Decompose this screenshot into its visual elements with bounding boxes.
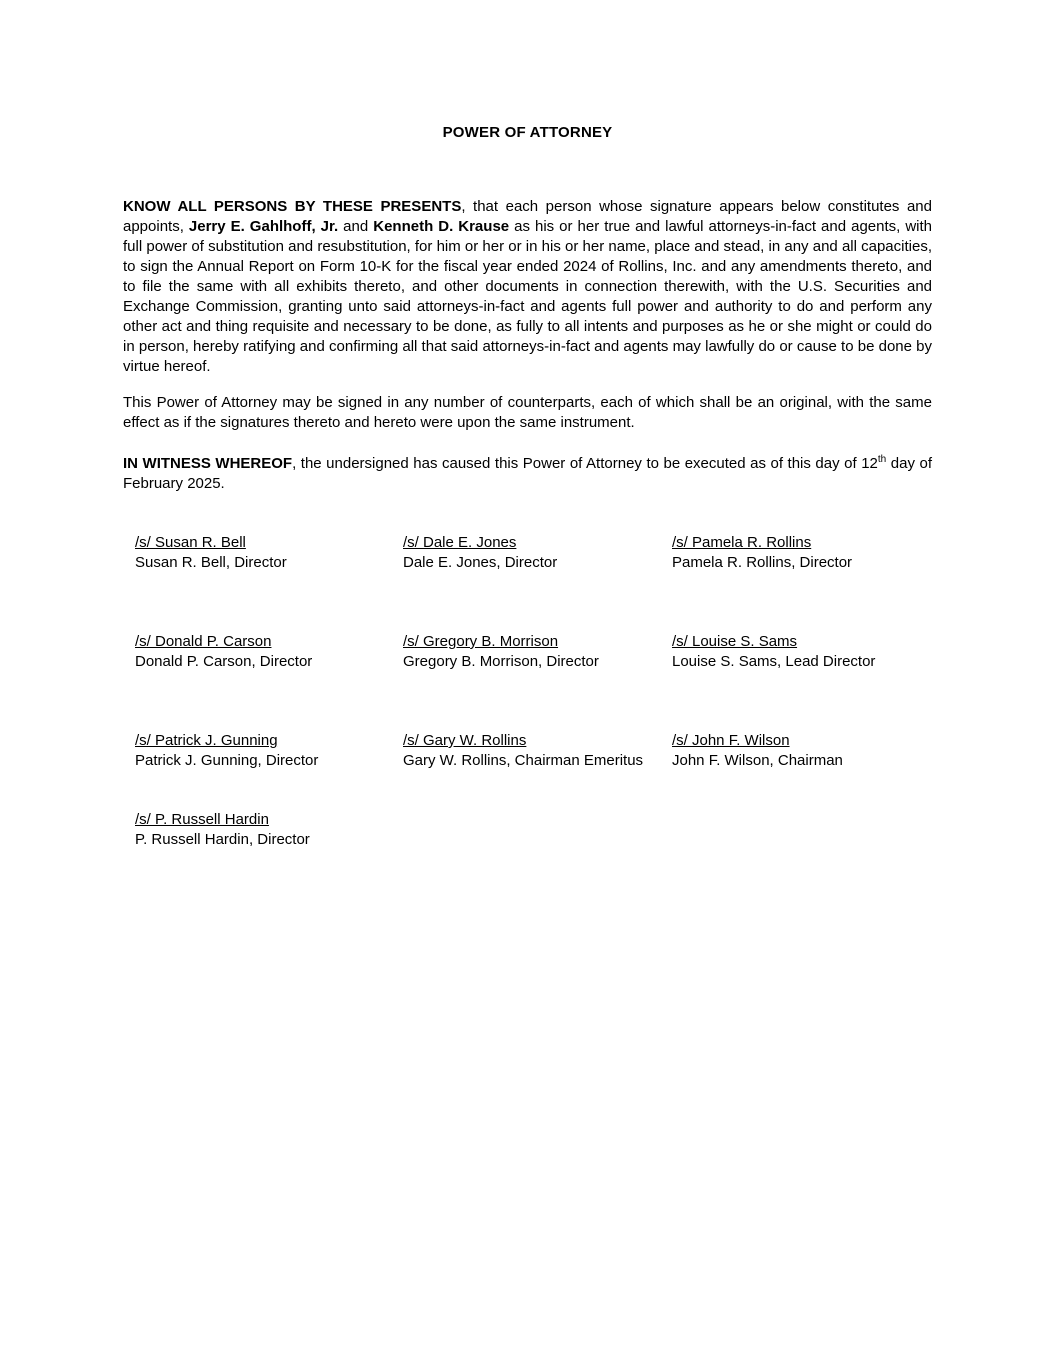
- signer-title: Louise S. Sams, Lead Director: [672, 653, 876, 670]
- signature-block: [135, 810, 380, 850]
- signature-row: [135, 632, 932, 672]
- signature-line: /s/ P. Russell Hardin: [135, 811, 269, 828]
- signer-title: Donald P. Carson, Director: [135, 653, 313, 670]
- signature-block: [403, 731, 648, 771]
- paragraph-text: day of February 2025.: [123, 455, 933, 492]
- signature-row: [135, 731, 932, 771]
- signer-title: Susan R. Bell, Director: [135, 554, 287, 571]
- paragraph-text: and: [338, 218, 374, 235]
- signature-row: [135, 533, 932, 573]
- signer-title: Dale E. Jones, Director: [403, 554, 558, 571]
- signature-row: [135, 810, 932, 850]
- paragraph-lead-bold: KNOW ALL PERSONS BY THESE PRESENTS: [123, 198, 462, 215]
- signature-line: /s/ Gregory B. Morrison: [403, 633, 559, 650]
- attorney-name-2: Kenneth D. Krause: [373, 218, 510, 235]
- signature-block: [672, 632, 917, 672]
- signature-line: /s/ Louise S. Sams: [672, 633, 798, 650]
- paragraph-witness: [123, 454, 932, 494]
- signature-line: /s/ Donald P. Carson: [135, 633, 272, 650]
- signature-block: [135, 632, 380, 672]
- page-title: POWER OF ATTORNEY: [442, 124, 613, 141]
- signer-title: Pamela R. Rollins, Director: [672, 554, 853, 571]
- paragraph-counterparts: This Power of Attorney may be signed in any number of counterparts, each of which shall be an original, with the same effect as if the signatures thereto and hereto were upon the same instrument.: [123, 394, 932, 431]
- signature-block: [135, 731, 380, 771]
- signature-section: [123, 533, 932, 850]
- witness-lead-bold: IN WITNESS WHEREOF: [123, 455, 293, 472]
- signer-title: John F. Wilson, Chairman: [672, 752, 843, 769]
- signature-block: [135, 533, 380, 573]
- signature-line: /s/ John F. Wilson: [672, 732, 790, 749]
- signature-line: /s/ Susan R. Bell: [135, 534, 246, 551]
- attorney-name-1: Jerry E. Gahlhoff, Jr.: [188, 218, 339, 235]
- paragraph-text: , that each person whose signature appears below constitutes and appoints,: [123, 198, 932, 235]
- paragraph-text: , the undersigned has caused this Power of Attorney to be executed as of this day of 12: [292, 455, 878, 472]
- signature-block: [403, 533, 648, 573]
- signature-line: /s/ Dale E. Jones: [403, 534, 517, 551]
- signature-line: /s/ Pamela R. Rollins: [672, 534, 812, 551]
- signature-line: /s/ Patrick J. Gunning: [135, 732, 278, 749]
- ordinal-superscript: th: [877, 454, 887, 465]
- signature-line: /s/ Gary W. Rollins: [403, 732, 527, 749]
- signer-title: Patrick J. Gunning, Director: [135, 752, 319, 769]
- signature-block: [672, 731, 917, 771]
- paragraph-text: as his or her true and lawful attorneys-in-fact and agents, with full power of substitution and resubstitution, for him or her or in his or her name, place and stead, in any and all capacities, to sign the Annual Report on Form 10-K for the fiscal year ended 2024 of Rollins, Inc. and any amendments thereto, and to file the same with all exhibits thereto, and other documents in connection therewith, with the U.S. Securities and Exchange Commission, granting unto said attorneys-in-fact and agents full power and authority to do and perform any other act and thing requisite and necessary to be done, as fully to all intents and purposes as he or she might or could do in person, hereby ratifying and confirming all that said attorneys-in-fact and agents may lawfully do or cause to be done by virtue hereof.: [123, 218, 932, 375]
- signer-title: Gregory B. Morrison, Director: [403, 653, 599, 670]
- signature-block: [403, 632, 648, 672]
- signature-block: [672, 533, 917, 573]
- signer-title: P. Russell Hardin, Director: [135, 831, 310, 848]
- paragraph-know-all-persons: [123, 197, 932, 377]
- signer-title: Gary W. Rollins, Chairman Emeritus: [403, 752, 644, 769]
